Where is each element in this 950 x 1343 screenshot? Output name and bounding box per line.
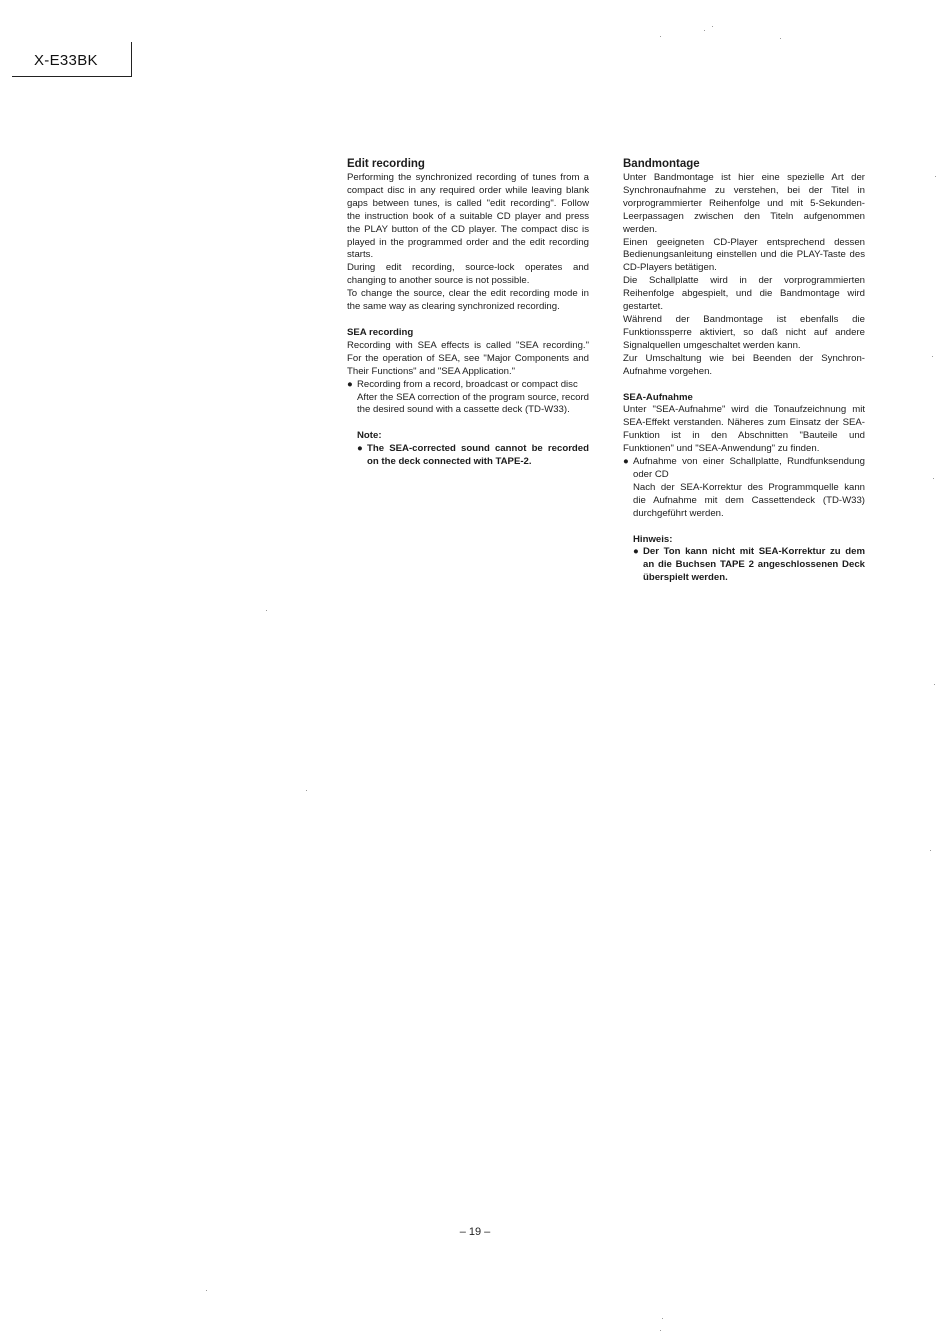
sea-aufnahme-heading: SEA-Aufnahme (623, 391, 693, 403)
scan-speck (932, 356, 933, 357)
scan-speck (780, 38, 781, 39)
hinweis-heading: Hinweis: (633, 533, 673, 545)
note-body-text: The SEA-corrected sound cannot be recorded on the deck connected with TAPE-2. (367, 443, 589, 468)
scan-speck (660, 1330, 661, 1331)
sea-recording-bullet-body: After the SEA correction of the program source, record the desired sound with a cassette deck (TD-W33). (357, 391, 589, 416)
header-horizontal-rule (12, 76, 132, 77)
edit-recording-paragraph-2: During edit recording, source-lock operates and changing to another source is not possible. (347, 262, 589, 287)
sea-aufnahme-bullet-body: Nach der SEA-Korrektur des Programmquelle kann die Aufnahme mit dem Cassettendeck (TD-W33) durchgeführt werden. (633, 481, 865, 519)
scan-speck (930, 850, 931, 851)
scan-speck (306, 790, 307, 791)
bandmontage-heading: Bandmontage (623, 158, 700, 170)
edit-recording-paragraph-3: To change the source, clear the edit recording mode in the same way as clearing synchronized recording. (347, 288, 589, 313)
bullet-icon: ● (633, 546, 639, 558)
sea-recording-paragraph: Recording with SEA effects is called "SEA recording." For the operation of SEA, see "Major Components and Their Functions" and "SEA Application." (347, 339, 589, 377)
scan-speck (712, 26, 713, 27)
scan-speck (704, 30, 705, 31)
sea-aufnahme-bullet (623, 456, 865, 482)
scan-speck (935, 176, 936, 177)
scan-speck (266, 610, 267, 611)
hinweis-body-text: Der Ton kann nicht mit SEA-Korrektur zu dem an die Buchsen TAPE 2 angeschlossenen Deck überspielt werden. (643, 546, 865, 584)
german-column (623, 157, 865, 585)
header-vertical-rule (131, 42, 132, 76)
edit-recording-heading: Edit recording (347, 158, 425, 170)
model-number: X-E33BK (34, 52, 98, 69)
bandmontage-paragraph-3: Die Schallplatte wird in der vorprogrammierten Reihenfolge abgespielt, und die Bandmontage wird gestartet. (623, 275, 865, 313)
scan-speck (933, 478, 934, 479)
bandmontage-paragraph-4: Während der Bandmontage ist ebenfalls die Funktionssperre aktiviert, so daß nicht auf andere Signalquellen umgeschaltet werden kann. (623, 313, 865, 351)
sea-recording-heading: SEA recording (347, 326, 414, 338)
bullet-icon: ● (623, 456, 629, 468)
sea-aufnahme-paragraph: Unter "SEA-Aufnahme" wird die Tonaufzeichnung mit SEA-Effekt verstanden. Näheres zum Einsatz der SEA-Funktion ist in den Abschnitten "Bauteile und Funktionen" und "SEA-Anwendung" zu finden. (623, 404, 865, 455)
sea-aufnahme-bullet-text: Aufnahme von einer Schallplatte, Rundfunksendung oder CD (633, 456, 865, 480)
edit-recording-paragraph-1: Performing the synchronized recording of tunes from a compact disc in any required order while leaving blank gaps between tunes, is called "edit recording". Follow the instruction book of a suitable CD player and press the PLAY button of the CD player. The compact disc is played in the programmed order and the edit recording starts. (347, 172, 589, 261)
scan-speck (206, 1290, 207, 1291)
bullet-icon: ● (347, 378, 353, 390)
hinweis-body (633, 546, 865, 585)
scan-speck (934, 684, 935, 685)
scan-speck (662, 1318, 663, 1319)
english-column (347, 157, 589, 469)
page-number: – 19 – (459, 1226, 491, 1238)
bandmontage-paragraph-1: Unter Bandmontage ist hier eine spezielle Art der Synchronaufnahme zu verstehen, bei der Titel in vorprogrammierter Reihenfolge und mit 5-Sekunden-Leerpassagen zwischen den Titeln aufgenommen werden. (623, 172, 865, 235)
sea-recording-bullet-text: Recording from a record, broadcast or compact disc (357, 378, 578, 390)
note-body (357, 443, 589, 469)
scan-speck (660, 36, 661, 37)
bandmontage-paragraph-5: Zur Umschaltung wie bei Beenden der Synchron-Aufnahme vorgehen. (623, 352, 865, 377)
sea-recording-bullet (347, 379, 589, 392)
bullet-icon: ● (357, 443, 363, 455)
note-heading: Note: (357, 430, 382, 442)
bandmontage-paragraph-2: Einen geeigneten CD-Player entsprechend dessen Bedienungsanleitung einstellen und die PLAY-Taste des CD-Players betätigen. (623, 236, 865, 274)
